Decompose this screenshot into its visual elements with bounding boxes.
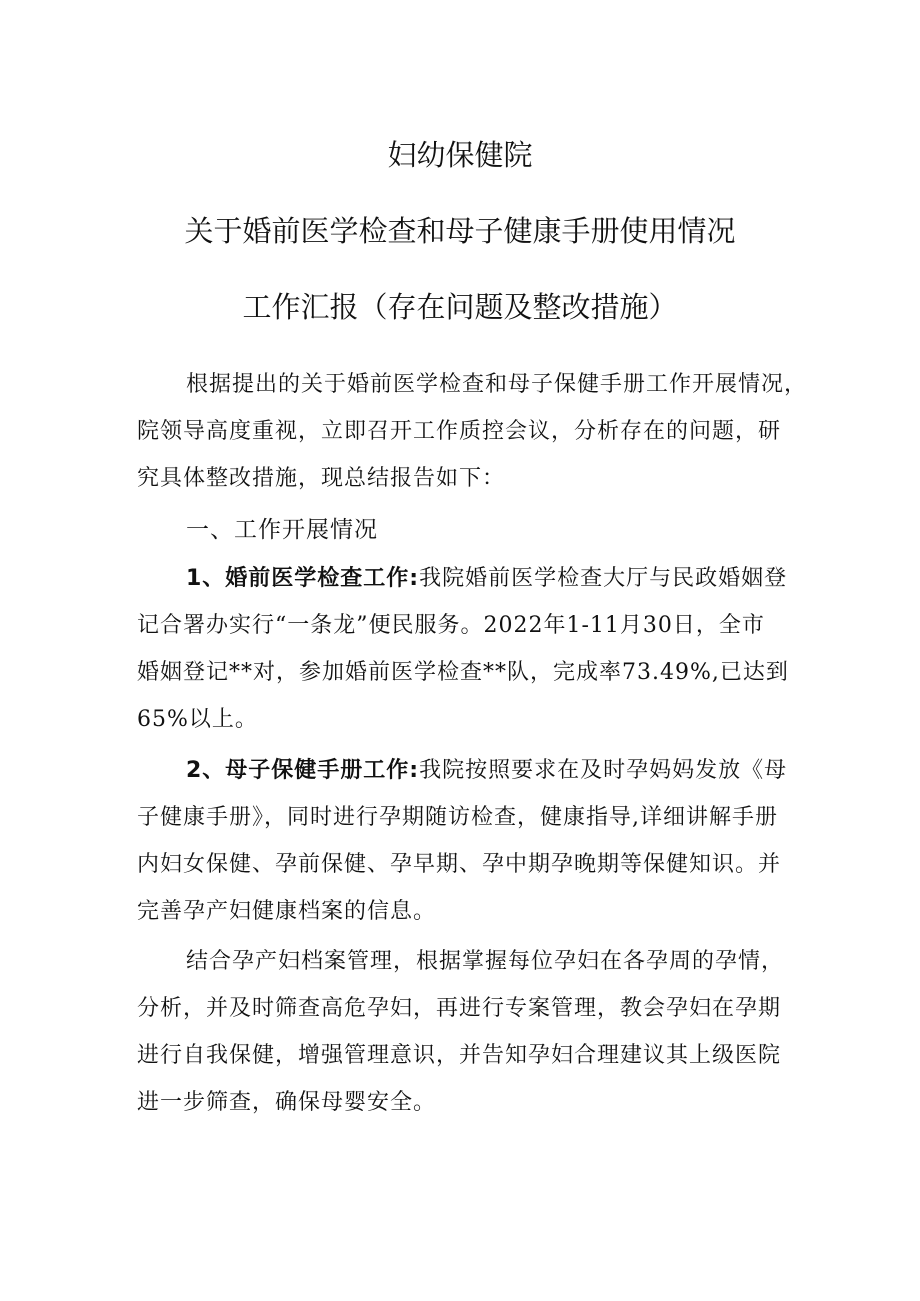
item1-line-4: 65%以上。 bbox=[137, 707, 258, 732]
para3-line-2: 分析，并及时筛查高危孕妇，再进行专案管理，教会孕妇在孕期 bbox=[137, 996, 782, 1021]
para3-line-3: 进行自我保健，增强管理意识，并告知孕妇合理建议其上级医院 bbox=[137, 1043, 782, 1068]
item2-line-3: 内妇女保健、孕前保健、孕早期、孕中期孕晚期等保健知识。并 bbox=[137, 852, 782, 877]
document-title-line-2: 关于婚前医学检查和母子健康手册使用情况 bbox=[184, 214, 736, 248]
para3-line-4: 进一步筛查，确保母婴安全。 bbox=[137, 1090, 437, 1115]
intro-line-2: 院领导高度重视，立即召开工作质控会议，分析存在的问题，研 bbox=[137, 419, 782, 444]
item1-line-1-text: 我院婚前医学检查大厅与民政婚姻登 bbox=[419, 566, 788, 591]
item2-line-1-text: 我院按照要求在及时孕妈妈发放《母 bbox=[419, 758, 788, 783]
item2-line-4: 完善孕产妇健康档案的信息。 bbox=[137, 899, 437, 924]
item2-line-1 bbox=[186, 754, 797, 788]
item1-line-3: 婚姻登记**对，参加婚前医学检查**队，完成率73.49%,已达到 bbox=[137, 660, 789, 685]
item1-label: 1、婚前医学检查工作: bbox=[186, 566, 420, 591]
document-title-line-3: 工作汇报（存在问题及整改措施） bbox=[242, 290, 678, 324]
para3-line-1: 结合孕产妇档案管理，根据掌握每位孕妇在各孕周的孕情， bbox=[186, 949, 785, 974]
item1-line-2: 记合署办实行“一条龙”便民服务。2022年1-11月30日，全市 bbox=[137, 613, 765, 638]
intro-line-1: 根据提出的关于婚前医学检查和母子保健手册工作开展情况， bbox=[186, 372, 808, 397]
document-title-line-1: 妇幼保健院 bbox=[387, 138, 533, 172]
intro-line-3: 究具体整改措施，现总结报告如下： bbox=[137, 466, 506, 491]
item1-line-1 bbox=[186, 562, 797, 596]
item2-line-2: 子健康手册》，同时进行孕期随访检查，健康指导,详细讲解手册 bbox=[137, 805, 778, 830]
section-heading: 一、工作开展情况 bbox=[186, 517, 378, 543]
item2-label: 2、母子保健手册工作: bbox=[186, 758, 420, 783]
